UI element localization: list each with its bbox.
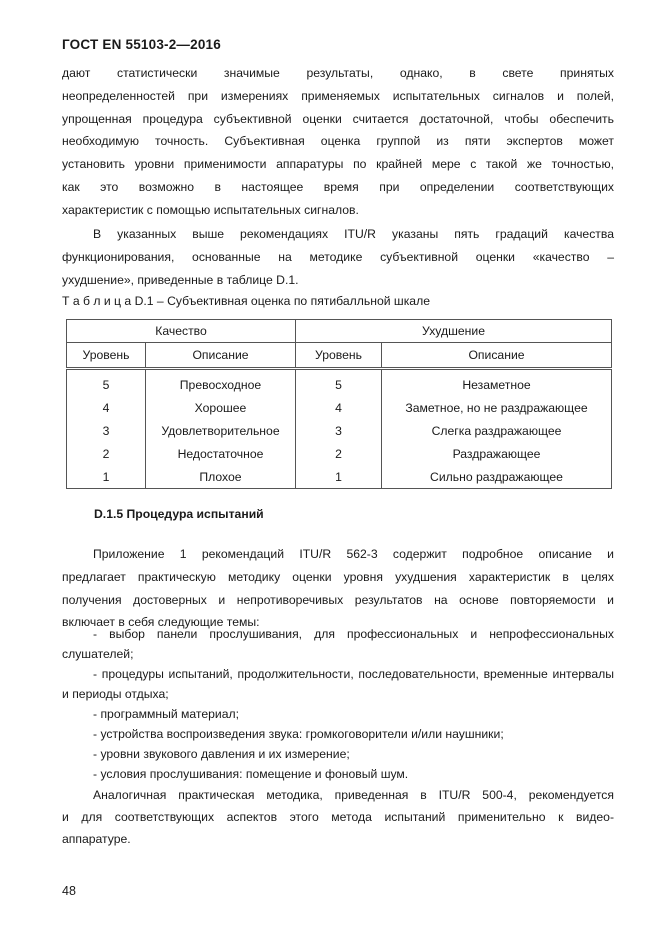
table-cell: Хорошее [146,396,296,419]
table-cell: Слегка раздражающее [382,419,612,442]
header-impairment: Ухудшение [296,320,612,343]
text-line: функционирования, основанные на методике субъективной оценки «качество – [62,249,614,264]
table-cell: Сильно раздражающее [382,465,612,489]
list-item: - уровни звукового давления и их измерение; [93,747,350,761]
text-line: упрощенная процедура субъективной оценки считается достаточной, чтобы обеспечить [62,111,614,126]
table-cell: Раздражающее [382,442,612,465]
text-line: включает в себя следующие темы: [62,615,260,630]
paragraph-2 [62,223,614,291]
table-row [67,369,612,397]
table-row [67,419,612,442]
text-line: В указанных выше рекомендациях ITU/R указаны пять градаций качества [93,227,614,241]
page-number: 48 [62,884,76,898]
table-cell: 3 [67,419,146,442]
table-cell: Недостаточное [146,442,296,465]
table-row [67,396,612,419]
text-line: неопределенностей при измерениях применяемых испытательных сигналов и полей, [62,88,614,103]
paragraph-4 [62,784,614,850]
table-cell: 1 [296,465,382,489]
table-caption: Т а б л и ц а D.1 – Субъективная оценка по пятибалльной шкале [62,294,430,308]
table-cell: 5 [67,369,146,397]
list-item: - процедуры испытаний, продолжительности, последовательности, временные интервалы и периоды отдыха; [62,667,614,701]
text-line: характеристик с помощью испытательных сигналов. [62,202,359,217]
table-cell: 3 [296,419,382,442]
header-quality: Качество [67,320,296,343]
table-cell: 2 [67,442,146,465]
section-heading: D.1.5 Процедура испытаний [94,507,264,521]
paragraph-1 [62,62,614,222]
table-cell: Удовлетворительное [146,419,296,442]
table-row [67,465,612,489]
table-cell: Незаметное [382,369,612,397]
table-cell: Заметное, но не раздражающее [382,396,612,419]
text-line: Приложение 1 рекомендаций ITU/R 562-3 содержит подробное описание и [93,547,614,561]
header-description: Описание [382,343,612,369]
text-line: дают статистически значимые результаты, однако, в свете принятых [62,66,614,80]
table-cell: 2 [296,442,382,465]
header-level: Уровень [67,343,146,369]
document-header: ГОСТ EN 55103-2—2016 [62,37,221,52]
table-cell: Плохое [146,465,296,489]
table-cell: 4 [67,396,146,419]
header-level: Уровень [296,343,382,369]
text-line: как это возможно в настоящее время при определении соответствующих [62,179,614,194]
text-line: и для соответствующих аспектов этого метода испытаний применительно к видео- [62,810,614,824]
text-line: необходимую точность. Субъективная оценка группой из пяти экспертов может [62,134,614,149]
table-cell: 5 [296,369,382,397]
text-line: аппаратуре. [62,832,131,846]
text-line: ухудшение», приведенные в таблице D.1. [62,272,299,287]
text-line: установить уровни применимости аппаратуры по крайней мере с такой же точностью, [62,157,614,172]
rating-scale-table [66,319,612,489]
header-description: Описание [146,343,296,369]
table-row [67,442,612,465]
list-item: - выбор панели прослушивания, для профессиональных и непрофессиональных слушателей; [62,627,614,661]
text-line: предлагает практическую методику оценки уровня ухудшения характеристик в целях [62,569,614,584]
table-cell: 1 [67,465,146,489]
list-item: - устройства воспроизведения звука: громкоговорители и/или наушники; [93,727,504,741]
topics-list [62,624,614,784]
table-cell: Превосходное [146,369,296,397]
table-cell: 4 [296,396,382,419]
list-item: - программный материал; [93,707,240,721]
text-line: получения достоверных и непротиворечивых результатов на основе повторяемости и [62,592,614,607]
paragraph-3 [62,543,614,634]
text-line: Аналогичная практическая методика, приведенная в ITU/R 500-4, рекомендуется [93,788,614,802]
list-item: - условия прослушивания: помещение и фоновый шум. [93,767,409,781]
